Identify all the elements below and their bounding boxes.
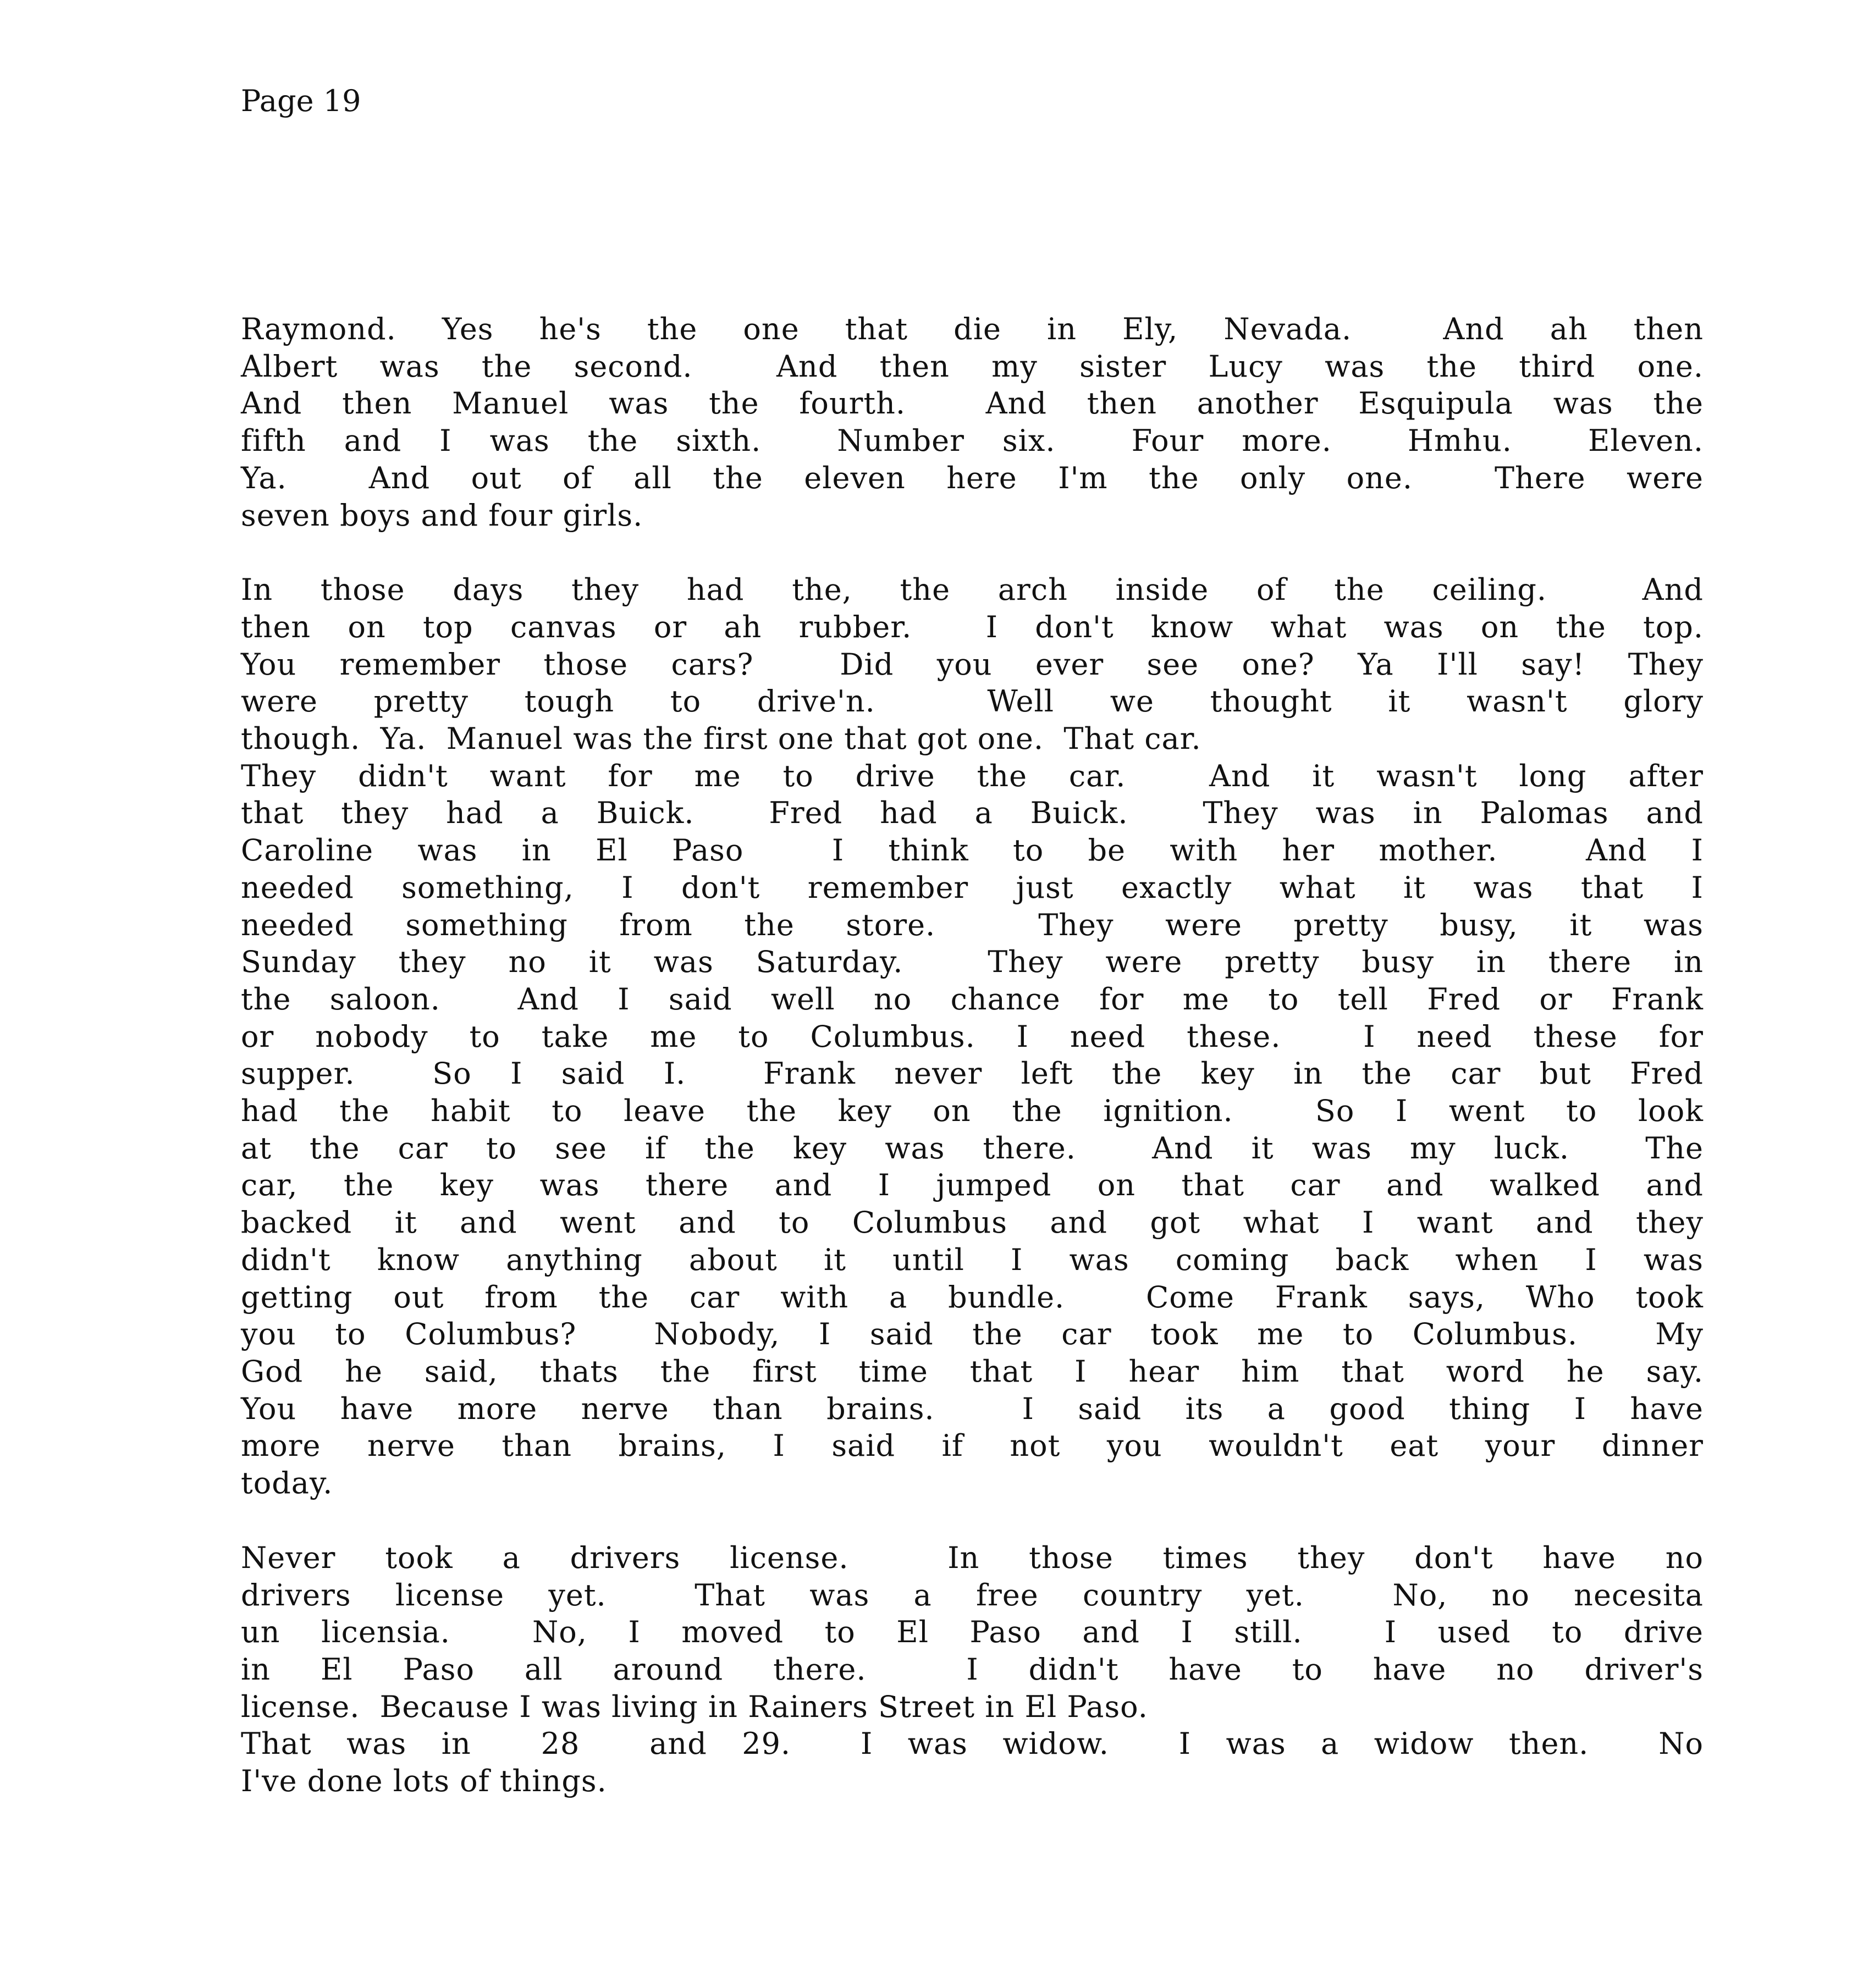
text-line: more nerve than brains, I said if not you wouldn't eat your dinner	[241, 1428, 1704, 1464]
text-line: Albert was the second. And then my sister Lucy was the third one.	[241, 349, 1704, 384]
text-line: you to Columbus? Nobody, I said the car took me to Columbus. My	[241, 1317, 1704, 1352]
text-line: God he said, thats the first time that I hear him that word he say.	[241, 1354, 1704, 1389]
text-line: in El Paso all around there. I didn't have to have no driver's	[241, 1652, 1704, 1687]
text-line: I've done lots of things.	[241, 1764, 607, 1799]
text-line: They didn't want for me to drive the car. And it wasn't long after	[241, 758, 1704, 793]
paragraph-family	[241, 311, 1704, 534]
text-line: Sunday they no it was Saturday. They were pretty busy in there in	[241, 945, 1704, 980]
text-line: drivers license yet. That was a free country yet. No, no necesita	[241, 1577, 1704, 1613]
text-line: the saloon. And I said well no chance for me to tell Fred or Frank	[241, 981, 1704, 1017]
text-line: In those days they had the, the arch inside of the ceiling. And	[241, 572, 1704, 608]
text-line: though. Ya. Manuel was the first one that got one. That car.	[241, 721, 1201, 756]
text-line: or nobody to take me to Columbus. I need these. I need these for	[241, 1019, 1704, 1054]
text-line: supper. So I said I. Frank never left the key in the car but Fred	[241, 1056, 1704, 1091]
text-line: had the habit to leave the key on the ignition. So I went to look	[241, 1094, 1704, 1129]
text-line: seven boys and four girls.	[241, 498, 643, 533]
text-line: That was in 28 and 29. I was widow. I was a widow then. No	[241, 1726, 1704, 1761]
paragraph-license	[241, 1539, 1704, 1800]
text-line: You have more nerve than brains. I said its a good thing I have	[241, 1391, 1704, 1426]
text-line: fifth and I was the sixth. Number six. Four more. Hmhu. Eleven.	[241, 423, 1704, 459]
text-line: getting out from the car with a bundle. Come Frank says, Who took	[241, 1279, 1704, 1315]
text-line: needed something from the store. They were pretty busy, it was	[241, 907, 1704, 942]
text-line: Raymond. Yes he's the one that die in Ely, Nevada. And ah then	[241, 312, 1704, 346]
text-line: Never took a drivers license. In those times they don't have no	[241, 1540, 1704, 1575]
text-line: didn't know anything about it until I was coming back when I was	[241, 1242, 1704, 1277]
text-line: then on top canvas or ah rubber. I don't know what was on the top.	[241, 609, 1704, 644]
text-line: Caroline was in El Paso I think to be with her mother. And I	[241, 833, 1704, 868]
text-line: backed it and went and to Columbus and got what I want and they	[241, 1205, 1704, 1240]
page-number: Page 19	[241, 84, 361, 118]
transcript-body	[241, 311, 1704, 1837]
text-line: at the car to see if the key was there. And it was my luck. The	[241, 1130, 1704, 1166]
text-line: Ya. And out of all the eleven here I'm the only one. There were	[241, 460, 1704, 495]
text-line: were pretty tough to drive'n. Well we thought it wasn't glory	[241, 684, 1704, 719]
text-line: And then Manuel was the fourth. And then another Esquipula was the	[241, 386, 1704, 421]
paragraph-car-story	[241, 571, 1704, 1502]
text-line: car, the key was there and I jumped on that car and walked and	[241, 1168, 1704, 1203]
text-line: un licensia. No, I moved to El Paso and I still. I used to drive	[241, 1615, 1704, 1650]
text-line: needed something, I don't remember just exactly what it was that I	[241, 870, 1704, 905]
text-line: license. Because I was living in Rainers Street in El Paso.	[241, 1689, 1148, 1724]
text-line: today.	[241, 1466, 333, 1501]
text-line: that they had a Buick. Fred had a Buick. They was in Palomas and	[241, 796, 1704, 831]
text-line: You remember those cars? Did you ever see one? Ya I'll say! They	[241, 647, 1704, 682]
